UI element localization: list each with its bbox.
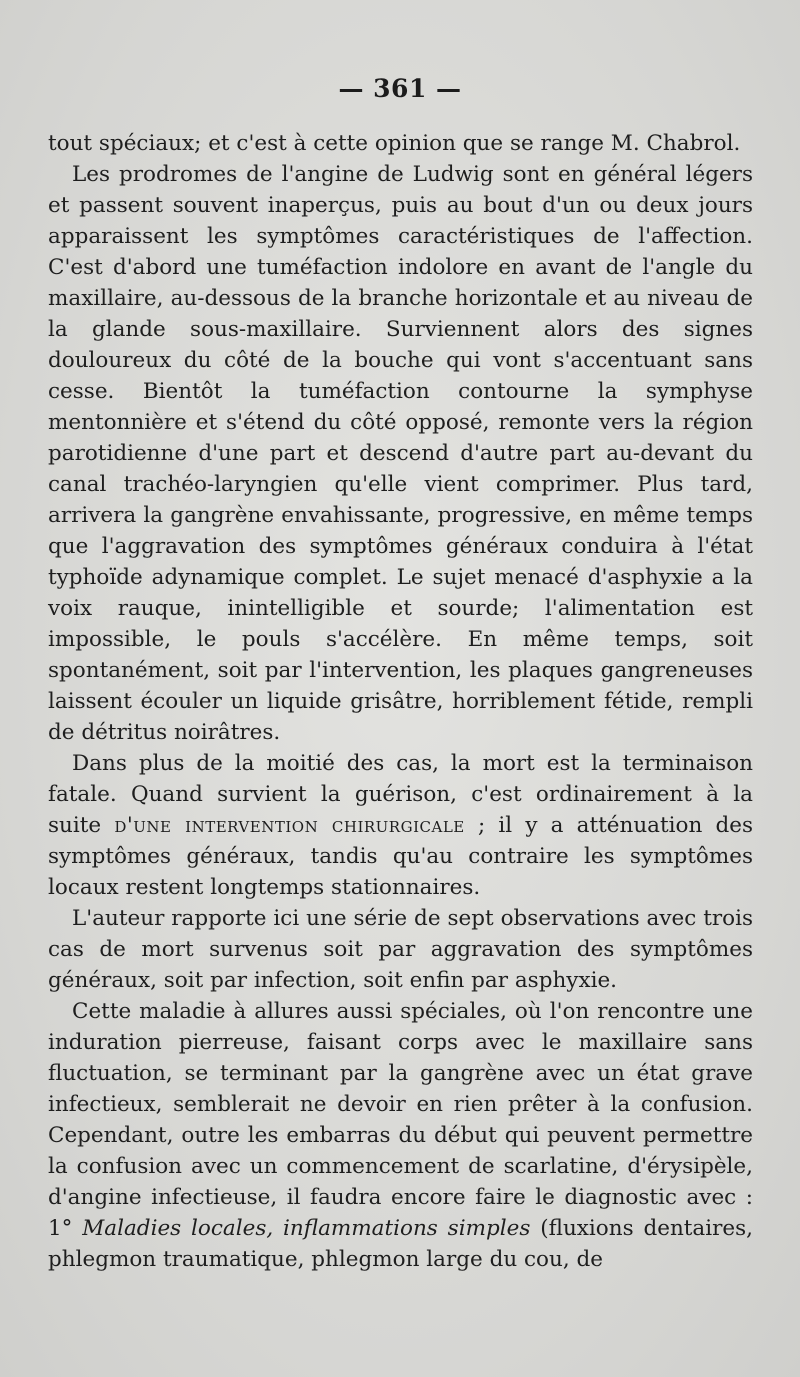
paragraph-continuation: tout spéciaux; et c'est à cette opinion que se range M. Chabrol. (48, 131, 741, 156)
paragraph-prodromes: Les prodromes de l'angine de Ludwig sont en général légers et passent souvent inaperçus, puis au bout d'un ou deux jours apparaissent les symptômes caractéristiques de l'affection. C'est d'abord une tuméfaction indolore en avant de l'angle du maxillaire, au-dessous de la branche horizontale et au niveau de la glande sous-maxillaire. Surviennent alors des signes douloureux du côté de la bouche qui vont s'accentuant sans cesse. Bientôt la tuméfaction contourne la symphyse mentonnière et s'étend du côté opposé, remonte vers la région parotidienne d'une part et descend d'autre part au-devant du canal trachéo-laryngien qu'elle vient comprimer. Plus tard, arrivera la gangrène envahissante, progressive, en même temps que l'aggravation des symptômes généraux conduira à l'état typhoïde adynamique complet. Le sujet menacé d'asphyxie a la voix rauque, inintelligible et sourde; l'alimentation est impossible, le pouls s'accélère. En même temps, soit spontanément, soit par l'intervention, les plaques gangreneuses laissent écouler un liquide grisâtre, horriblement fétide, rempli de détritus noirâtres. (48, 162, 753, 745)
diagnosis-text-end: (fluxions dentaires, phlegmon traumatique, phlegmon large du cou, de (48, 1216, 753, 1272)
page-number: — 361 — (338, 74, 462, 103)
prognosis-text-end: ; il y a atténuation des symptômes généraux, tandis qu'au contraire les symptômes locaux restent longtemps stationnaires. (48, 813, 754, 900)
body-text (48, 128, 753, 1275)
prognosis-text-start: Dans plus de la moitié des cas, la mort est la terminaison fatale. Quand survient la guérison, c'est ordinairement à la suite (48, 751, 753, 838)
smallcaps-phrase: d'une intervention chirurgicale (114, 813, 465, 838)
paragraph-prognosis (48, 748, 753, 903)
paragraph-diagnosis (48, 996, 753, 1275)
paragraph-observations: L'auteur rapporte ici une série de sept observations avec trois cas de mort survenus soit par aggravation des symptômes généraux, soit par infection, soit enfin par asphyxie. (48, 906, 753, 993)
diagnosis-text-start: Cette maladie à allures aussi spéciales, où l'on rencontre une induration pierreuse, faisant corps avec le maxillaire sans fluctuation, se terminant par la gangrène avec un état grave infectieux, semblerait ne devoir en rien prêter à la confusion. Cependant, outre les embarras du début qui peuvent permettre la confusion avec un commencement de scarlatine, d'érysipèle, d'angine infectieuse, il faudra encore faire le diagnostic avec : 1° (48, 999, 753, 1241)
italic-phrase: Maladies locales, inflammations simples (82, 1216, 531, 1241)
